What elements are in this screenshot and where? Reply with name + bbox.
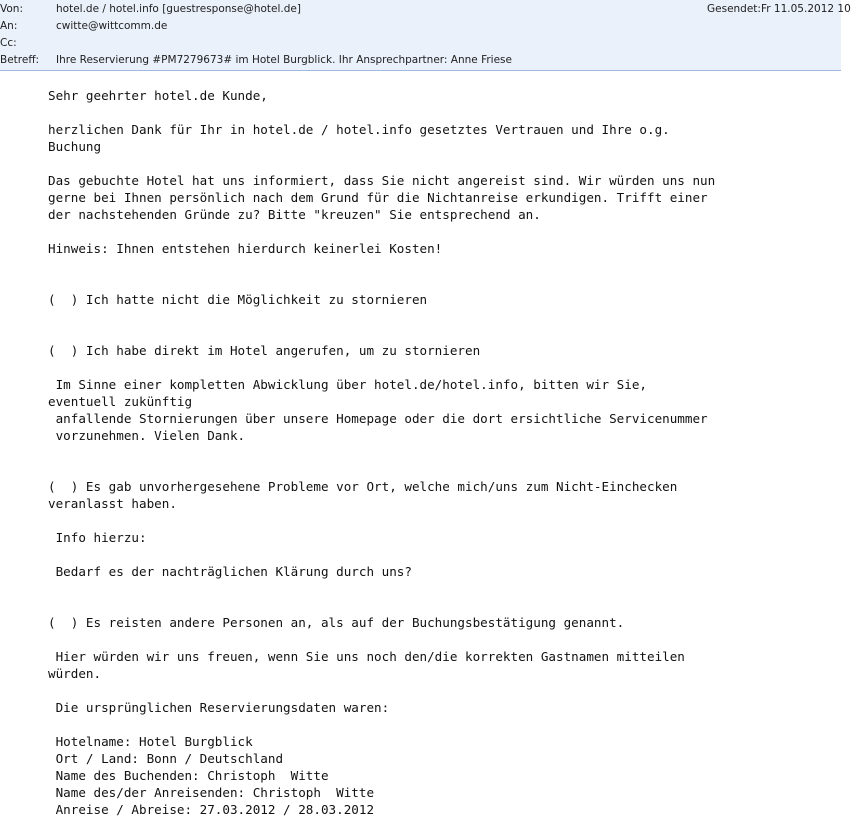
spacer bbox=[48, 461, 838, 478]
greeting: Sehr geehrter hotel.de Kunde, bbox=[48, 88, 268, 103]
cc-label: Cc: bbox=[0, 37, 17, 49]
option-2: ( ) Ich habe direkt im Hotel angerufen, um zu stornieren bbox=[48, 343, 481, 358]
thanks-line-2: Buchung bbox=[48, 139, 102, 154]
sent-value: Fr 11.05.2012 10 bbox=[761, 3, 851, 15]
subject-label: Betreff: bbox=[0, 54, 40, 66]
info-line-1: Das gebuchte Hotel hat uns informiert, dass Sie nicht angereist sind. Wir würden uns nun bbox=[48, 173, 716, 188]
thanks-line-1: herzlichen Dank für Ihr in hotel.de / hotel.info gesetztes Vertrauen und Ihre o.g. bbox=[48, 122, 670, 137]
spacer bbox=[48, 223, 838, 240]
option-1: ( ) Ich hatte nicht die Möglichkeit zu stornieren bbox=[48, 292, 428, 307]
from-row bbox=[0, 1, 851, 18]
spacer bbox=[48, 631, 838, 648]
spacer bbox=[48, 512, 838, 529]
to-row bbox=[0, 18, 841, 35]
option-2-note-4: vorzunehmen. Vielen Dank. bbox=[48, 428, 246, 443]
from-value[interactable]: hotel.de / hotel.info [guestresponse@hotel.de] bbox=[56, 3, 301, 15]
spacer bbox=[48, 580, 838, 597]
spacer bbox=[48, 104, 838, 121]
option-3-line-2: veranlasst haben. bbox=[48, 496, 177, 511]
hotel-name: Hotelname: Hotel Burgblick bbox=[48, 734, 253, 749]
spacer bbox=[48, 325, 838, 342]
spacer bbox=[48, 546, 838, 563]
travel-dates: Anreise / Abreise: 27.03.2012 / 28.03.2012 bbox=[48, 802, 375, 817]
option-4-note-1: Hier würden wir uns freuen, wenn Sie uns noch den/die korrekten Gastnamen mitteilen bbox=[48, 649, 685, 664]
spacer bbox=[48, 444, 838, 461]
info-line-3: der nachstehenden Gründe zu? Bitte "kreuzen" Sie entsprechend an. bbox=[48, 207, 541, 222]
traveler-name: Name des/der Anreisenden: Christoph Witte bbox=[48, 785, 375, 800]
to-label: An: bbox=[0, 20, 18, 32]
sent-label: Gesendet: bbox=[707, 3, 761, 15]
option-4: ( ) Es reisten andere Personen an, als auf der Buchungsbestätigung genannt. bbox=[48, 615, 625, 630]
option-4-note-2: würden. bbox=[48, 666, 102, 681]
spacer bbox=[48, 359, 838, 376]
email-body bbox=[48, 87, 838, 818]
option-2-note-1: Im Sinne einer kompletten Abwicklung über hotel.de/hotel.info, bitten wir Sie, bbox=[48, 377, 647, 392]
spacer bbox=[48, 257, 838, 274]
option-2-note-2: eventuell zukünftig bbox=[48, 394, 193, 409]
to-value[interactable]: cwitte@wittcomm.de bbox=[56, 20, 168, 32]
spacer bbox=[48, 155, 838, 172]
spacer bbox=[48, 308, 838, 325]
subject-row bbox=[0, 52, 841, 69]
option-3-info: Info hierzu: bbox=[48, 530, 147, 545]
location: Ort / Land: Bonn / Deutschland bbox=[48, 751, 284, 766]
option-3-question: Bedarf es der nachträglichen Klärung durch uns? bbox=[48, 564, 412, 579]
spacer bbox=[48, 716, 838, 733]
reservation-intro: Die ursprünglichen Reservierungsdaten waren: bbox=[48, 700, 390, 715]
option-2-note-3: anfallende Stornierungen über unsere Homepage oder die dort ersichtliche Servicenummer bbox=[48, 411, 708, 426]
booker-name: Name des Buchenden: Christoph Witte bbox=[48, 768, 329, 783]
spacer bbox=[48, 274, 838, 291]
option-3-line-1: ( ) Es gab unvorhergesehene Probleme vor Ort, welche mich/uns zum Nicht-Einchecken bbox=[48, 479, 678, 494]
info-line-2: gerne bei Ihnen persönlich nach dem Grund für die Nichtanreise erkundigen. Trifft einer bbox=[48, 190, 708, 205]
hint-line: Hinweis: Ihnen entstehen hierdurch keinerlei Kosten! bbox=[48, 241, 443, 256]
email-header bbox=[0, 0, 851, 71]
spacer bbox=[48, 597, 838, 614]
spacer bbox=[48, 682, 838, 699]
subject-value: Ihre Reservierung #PM7279673# im Hotel Burgblick. Ihr Ansprechpartner: Anne Friese bbox=[56, 54, 512, 66]
cc-row bbox=[0, 35, 841, 52]
from-label: Von: bbox=[0, 3, 23, 15]
